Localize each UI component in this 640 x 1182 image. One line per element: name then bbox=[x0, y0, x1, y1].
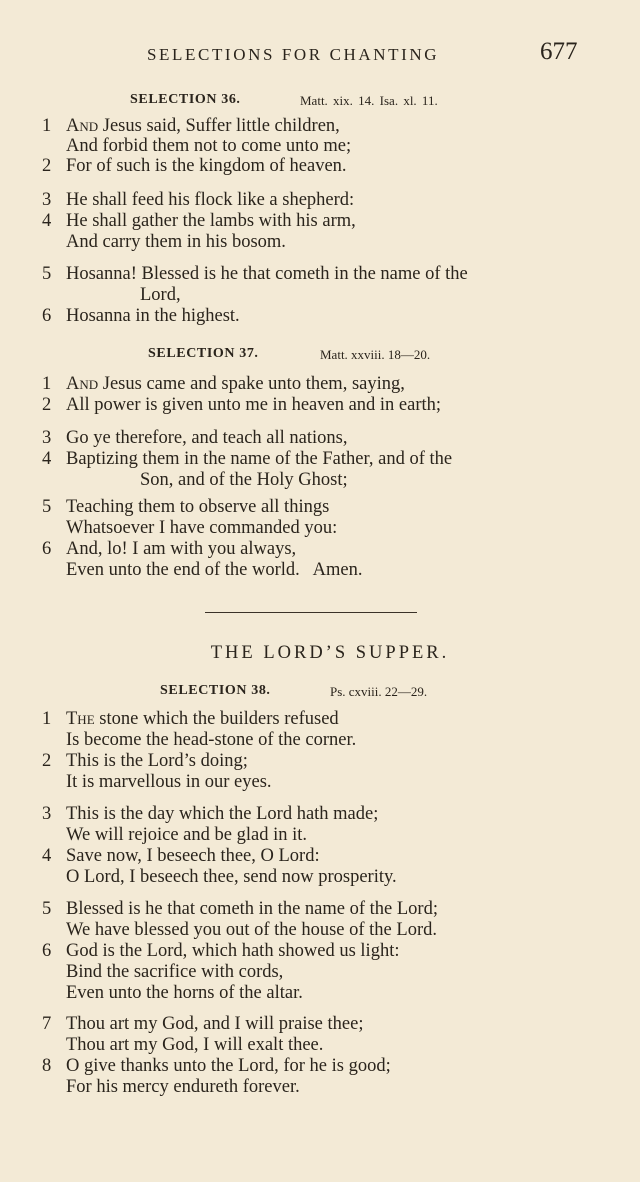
selection-label: SELECTION 36. bbox=[130, 92, 241, 107]
scripture-reference: Matt. xxviii. 18—20. bbox=[320, 347, 431, 362]
verse-line: 8 O give thanks unto the Lord, for he is good; bbox=[42, 1056, 391, 1076]
verse-line: 2 This is the Lord’s doing; bbox=[42, 751, 248, 771]
verse-line: And carry them in his bosom. bbox=[66, 232, 286, 252]
verse-line: 1 And Jesus said, Suffer little children, bbox=[42, 116, 340, 136]
verse-line: 4 Baptizing them in the name of the Father, and of the bbox=[42, 449, 453, 469]
running-head bbox=[0, 38, 640, 72]
verse-line: 7 Thou art my God, and I will praise thee; bbox=[42, 1014, 364, 1034]
verse-line: 6 And, lo! I am with you always, bbox=[42, 539, 297, 559]
running-title: SELECTIONS FOR CHANTING bbox=[147, 45, 440, 64]
verse-line: 6 God is the Lord, which hath showed us light: bbox=[42, 941, 400, 961]
verse-line: And forbid them not to come unto me; bbox=[66, 136, 352, 156]
verse-line: Son, and of the Holy Ghost; bbox=[140, 470, 348, 490]
verse-line: Bind the sacrifice with cords, bbox=[66, 962, 284, 982]
selection-38-heading bbox=[0, 683, 640, 703]
page-number: 677 bbox=[540, 38, 578, 65]
verse-line: 3 This is the day which the Lord hath made; bbox=[42, 804, 379, 824]
selection-label: SELECTION 38. bbox=[160, 683, 271, 698]
section-title: THE LORD’S SUPPER. bbox=[210, 643, 450, 663]
verse-line: 5 Teaching them to observe all things bbox=[42, 497, 330, 517]
selection-37-heading bbox=[0, 346, 640, 366]
verse-line: Thou art my God, I will exalt thee. bbox=[66, 1035, 324, 1055]
verse-line: 5 Hosanna! Blessed is he that cometh in the name of the bbox=[42, 264, 468, 284]
verse-line: Even unto the end of the world. Amen. bbox=[66, 560, 363, 580]
selection-label: SELECTION 37. bbox=[148, 346, 259, 361]
scripture-reference: Ps. cxviii. 22—29. bbox=[330, 684, 428, 699]
verse-line: 4 He shall gather the lambs with his arm, bbox=[42, 211, 356, 231]
verse-line: 2 For of such is the kingdom of heaven. bbox=[42, 156, 347, 176]
verse-line: Whatsoever I have commanded you: bbox=[66, 518, 338, 538]
verse-line: 3 He shall feed his flock like a shepherd: bbox=[42, 190, 355, 210]
verse-line: 5 Blessed is he that cometh in the name of the Lord; bbox=[42, 899, 438, 919]
verse-line: For his mercy endureth forever. bbox=[66, 1077, 300, 1097]
verse-line: O Lord, I beseech thee, send now prosperity. bbox=[66, 867, 397, 887]
verse-line: Even unto the horns of the altar. bbox=[66, 983, 303, 1003]
verse-line: 3 Go ye therefore, and teach all nations, bbox=[42, 428, 348, 448]
verse-line: 2 All power is given unto me in heaven and in earth; bbox=[42, 395, 442, 415]
verse-line: Lord, bbox=[140, 285, 181, 305]
scripture-reference: Matt. xix. 14. Isa. xl. 11. bbox=[300, 93, 438, 108]
verse-line: It is marvellous in our eyes. bbox=[66, 772, 272, 792]
verse-line: 1 And Jesus came and spake unto them, saying, bbox=[42, 374, 405, 394]
verse-line: 6 Hosanna in the highest. bbox=[42, 306, 240, 326]
selection-36-heading bbox=[0, 92, 640, 112]
verse-line: Is become the head-stone of the corner. bbox=[66, 730, 357, 750]
verse-line: We will rejoice and be glad in it. bbox=[66, 825, 307, 845]
verse-line: 4 Save now, I beseech thee, O Lord: bbox=[42, 846, 320, 866]
verse-line: 1 The stone which the builders refused bbox=[42, 709, 339, 729]
verse-line: We have blessed you out of the house of the Lord. bbox=[66, 920, 437, 940]
section-divider bbox=[205, 612, 417, 613]
